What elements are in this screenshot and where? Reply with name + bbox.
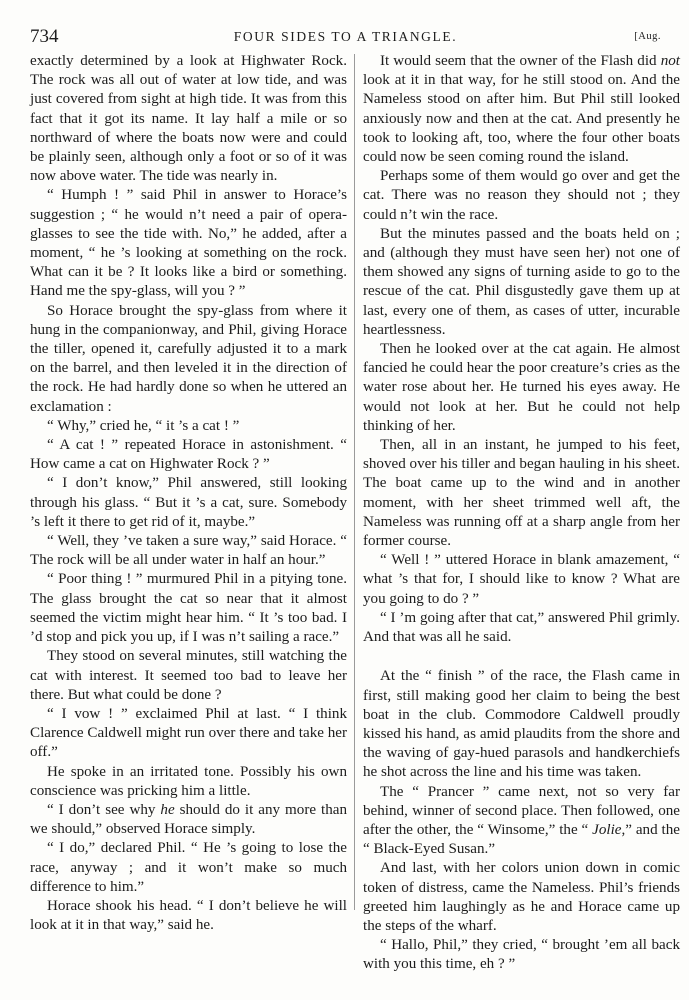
paragraph: “ Poor thing ! ” murmured Phil in a pitying tone. The glass brought the cat so near that it almost seemed the victim might hear him. “ It ’s too bad. I ’d stop and pick you up, if I was n’t sailing a race.”: [30, 571, 347, 646]
paragraph: “ I ’m going after that cat,” answered Phil grimly. And that was all he said.: [363, 609, 680, 646]
column-divider: [354, 54, 355, 910]
paragraph: It would seem that the owner of the Flash did not look at it in that way, for he still stood on. And the Nameless stood on after him. But Phil still looked anxiously now and then at the cat. And presently he took to looking aft, too, where the four other boats could now be seen coming round the island.: [363, 53, 680, 166]
paragraph: And last, with her colors union down in comic token of distress, came the Nameless. Phil’s friends greeted him laughingly as he and Horace came up the steps of the wharf.: [363, 860, 680, 934]
running-title: FOUR SIDES TO A TRIANGLE.: [233, 29, 458, 44]
paragraph: Perhaps some of them would go over and get the cat. There was no reason they should not ; they could n’t win the race.: [363, 168, 680, 223]
paragraph: “ I do,” declared Phil. “ He ’s going to lose the race, anyway ; and it won’t make so much difference to him.”: [30, 840, 347, 895]
paragraph: Then, all in an instant, he jumped to his feet, shoved over his tiller and began hauling in his sheet. The boat came up to the wind and in another moment, with her sheet trimmed well aft, the Nameless was running off at a sharp angle from her former course.: [363, 437, 680, 550]
paragraph: “ Well ! ” uttered Horace in blank amazement, “ what ’s that for, I should like to know ? What are you going to do ? ”: [363, 552, 680, 607]
paragraph: “ I vow ! ” exclaimed Phil at last. “ I think Clarence Caldwell might run over there and take her off.”: [30, 705, 347, 761]
paragraph: “ Hallo, Phil,” they cried, “ brought ’em all back with you this time, eh ? ”: [363, 937, 680, 973]
paragraph: At the “ finish ” of the race, the Flash came in first, still making good her claim to being the best boat in the club. Commodore Caldwell proudly kissed his hand, as amid plaudits from the shore and the waving of gay-hued parasols and handkerchiefs he shot across the line and his time was taken.: [363, 668, 680, 781]
page-header: [30, 26, 661, 48]
right-text-column: [363, 52, 680, 975]
paragraph: “ A cat ! ” repeated Horace in astonishment. “ How came a cat on Highwater Rock ? ”: [30, 437, 347, 473]
paragraph: “ I don’t know,” Phil answered, still looking through his glass. “ But it ’s a cat, sure. Somebody ’s left it there to get rid of it, maybe.”: [30, 475, 347, 530]
page-number: 734: [30, 26, 59, 47]
paragraph: He spoke in an irritated tone. Possibly his own conscience was pricking him a little.: [30, 763, 347, 799]
paragraph: “ Well, they ’ve taken a sure way,” said Horace. “ The rock will be all under water in half an hour.”: [30, 533, 347, 569]
paragraph: So Horace brought the spy-glass from where it hung in the companionway, and Phil, giving Horace the tiller, opened it, carefully adjusted it to a mark on the barrel, and then leveled it in the direction of the rock. He had hardly done so when he uttered an exclamation :: [30, 302, 347, 415]
left-text-column: [30, 52, 347, 935]
header-month: [Aug.: [634, 31, 661, 42]
paragraph: exactly determined by a look at Highwater Rock. The rock was all out of water at low tide, and was just covered from sight at high tide. It was from this fact that it got its name. It lay half a mile or so northward of where the boats now were and could be plainly seen, although only a foot or so of it was now above water. The tide was nearly in.: [30, 53, 347, 185]
paragraph: “ Why,” cried he, “ it ’s a cat ! ”: [47, 417, 240, 434]
paragraph: “ Humph ! ” said Phil in answer to Horace’s suggestion ; “ he would n’t need a pair of opera-glasses to see the tide with. No,” he added, after a moment, “ he ’s looking at something on the rock. What can it be ? It looks like a bird or something. Hand me the spy-glass, will you ? ”: [30, 187, 347, 300]
paragraph: The “ Prancer ” came next, not so very far behind, winner of second place. Then followed, one after the other, the “ Winsome,” the “ Jolie,” and the “ Black-Eyed Susan.”: [363, 783, 680, 858]
paragraph: They stood on several minutes, still watching the cat with interest. It seemed too bad to leave her there. But what could be done ?: [30, 648, 347, 703]
paragraph: But the minutes passed and the boats held on ; and (although they must have seen her) not one of them showed any signs of turning aside to go to the rescue of the cat. Phil disgustedly gave them up at last, every one of them, as cases of utter, incurable heartlessness.: [363, 225, 680, 338]
paragraph: Horace shook his head. “ I don’t believe he will look at it in that way,” said he.: [30, 897, 347, 934]
paragraph: Then he looked over at the cat again. He almost fancied he could hear the poor creature’s cries as the water rose about her. He turned his eyes away. He would not look at her. But he could not help thinking of her.: [363, 341, 680, 434]
paragraph: “ I don’t see why he should do it any more than we should,” observed Horace simply.: [30, 801, 347, 838]
